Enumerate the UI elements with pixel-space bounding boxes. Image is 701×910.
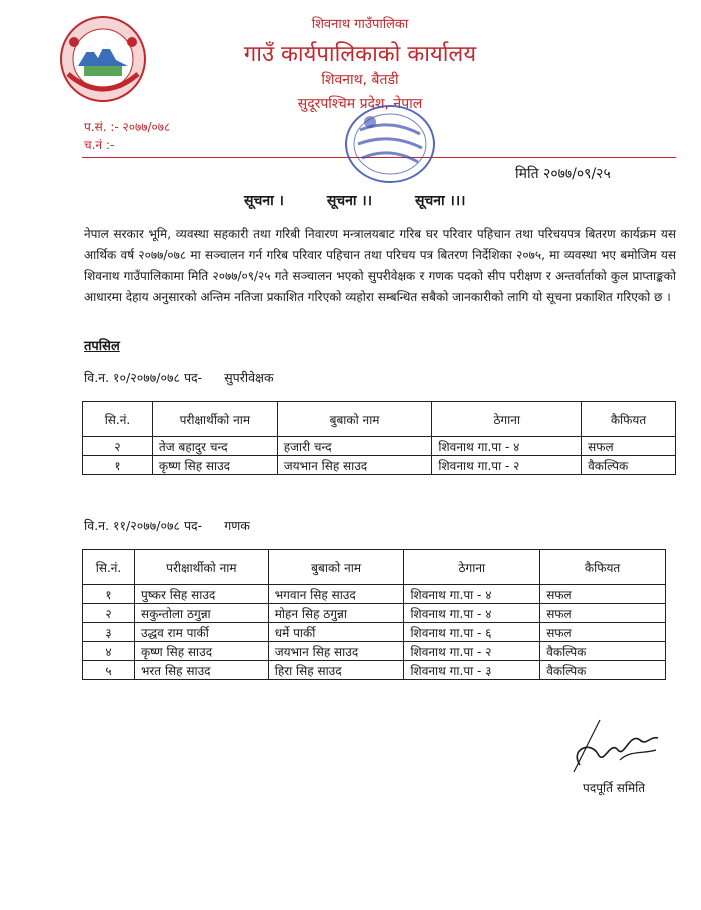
cell-remarks: सफल	[540, 623, 666, 642]
table-row	[83, 642, 666, 661]
cell-candidate: तेज बहादुर चन्द	[152, 437, 277, 456]
cell-father: हिरा सिह साउद	[268, 661, 404, 680]
cell-remarks: वैकल्पिक	[582, 456, 676, 475]
table-row	[83, 456, 676, 475]
cell-serial: १	[83, 456, 153, 475]
table-row	[83, 604, 666, 623]
cell-serial: २	[83, 604, 135, 623]
office-stamp-icon	[340, 100, 440, 188]
office-location: शिवनाथ, बैतडी	[321, 72, 399, 88]
section-code: वि.न. १०/२०७७/०७८ पद-	[84, 370, 203, 385]
col-remarks: कैफियत	[540, 550, 666, 585]
cell-candidate: पुष्कर सिह साउद	[134, 585, 268, 604]
cell-remarks: सफल	[582, 437, 676, 456]
nepal-emblem-icon	[58, 14, 148, 104]
section-post: सुपरीवेक्षक	[224, 370, 274, 385]
table-header-row	[83, 550, 666, 585]
cell-father: जयभान सिह साउद	[277, 456, 432, 475]
enumerator-results-table	[82, 549, 666, 680]
table-row	[83, 437, 676, 456]
cell-address: शिवनाथ गा.पा - ४	[404, 585, 540, 604]
dispatch-number: च.नं :-	[84, 138, 115, 152]
signatory-label: पदपूर्ति समिति	[583, 781, 646, 795]
table-row	[83, 585, 666, 604]
cell-candidate: भरत सिह साउद	[134, 661, 268, 680]
cell-serial: १	[83, 585, 135, 604]
cell-serial: ३	[83, 623, 135, 642]
section-code: वि.न. ११/२०७७/०७८ पद-	[84, 518, 203, 533]
notice-word-3: सूचना ।।।	[414, 193, 466, 209]
col-remarks: कैफियत	[582, 402, 676, 437]
section-post: गणक	[224, 518, 250, 533]
section-enumerator-heading	[84, 517, 250, 534]
notice-body: नेपाल सरकार भूमि, व्यवस्था सहकारी तथा गरिबी निवारण मन्त्रालयबाट गरिब घर परिवार पहिचान तथा परिचयपत्र बितरण कार्यक्रम यस आर्थिक वर्ष २०७७/०७८ मा सञ्चालन गर्न गरिब परिवार पहिचान तथा परिचय पत्र बितरण निर्देशिका २०७५, मा व्यवस्था भए बमोजिम यस शिवनाथ गाउँपालिकामा मिति २०७७/०९/२५ गते सञ्चालन भएको सुपरीवेक्षक र गणक पदको सीप परीक्षण र अन्तर्वार्ताको कुल प्राप्ताङ्कको आधारमा देहाय अनुसारको अन्तिम नतिजा प्रकाशित गरिएको व्यहोरा सम्बन्धित सबैको जानकारीको लागि यो सूचना प्रकाशित गरिएको छ ।	[84, 227, 676, 304]
cell-father: धर्मे पार्की	[268, 623, 404, 642]
notice-word-1: सूचना ।	[244, 193, 284, 209]
cell-candidate: कृष्ण सिह साउद	[152, 456, 277, 475]
cell-father: भगवान सिह साउद	[268, 585, 404, 604]
cell-father: मोहन सिह ठगुन्ना	[268, 604, 404, 623]
col-address: ठेगाना	[404, 550, 540, 585]
supervisor-results-table	[82, 401, 676, 475]
cell-remarks: वैकल्पिक	[540, 642, 666, 661]
col-serial: सि.नं.	[83, 402, 153, 437]
col-candidate: परीक्षार्थीको नाम	[152, 402, 277, 437]
cell-address: शिवनाथ गा.पा - ४	[432, 437, 582, 456]
col-serial: सि.नं.	[83, 550, 135, 585]
notice-date: मिति २०७७/०९/२५	[515, 166, 611, 182]
cell-serial: २	[83, 437, 153, 456]
details-heading: तपसिल	[84, 339, 120, 354]
fiscal-year-ref: प.सं. :- २०७७/०७८	[84, 120, 171, 134]
signature-icon	[560, 710, 670, 780]
cell-address: शिवनाथ गा.पा - ३	[404, 661, 540, 680]
cell-candidate: सकुन्तोला ठगुन्ना	[134, 604, 268, 623]
municipality-name: शिवनाथ गाउँपालिका	[311, 17, 409, 32]
table-row	[83, 661, 666, 680]
col-father: बुबाको नाम	[277, 402, 432, 437]
cell-father: हजारी चन्द	[277, 437, 432, 456]
col-address: ठेगाना	[432, 402, 582, 437]
notice-title	[244, 191, 503, 210]
cell-remarks: सफल	[540, 604, 666, 623]
table-row	[83, 623, 666, 642]
office-title: गाउँ कार्यपालिकाको कार्यालय	[243, 42, 477, 67]
cell-candidate: उद्धव राम पार्की	[134, 623, 268, 642]
cell-address: शिवनाथ गा.पा - २	[404, 642, 540, 661]
notice-word-2: सूचना ।।	[326, 193, 373, 209]
cell-father: जयभान सिह साउद	[268, 642, 404, 661]
table-header-row	[83, 402, 676, 437]
cell-address: शिवनाथ गा.पा - ६	[404, 623, 540, 642]
cell-remarks: वैकल्पिक	[540, 661, 666, 680]
col-father: बुबाको नाम	[268, 550, 404, 585]
cell-candidate: कृष्ण सिह साउद	[134, 642, 268, 661]
cell-address: शिवनाथ गा.पा - २	[432, 456, 582, 475]
cell-address: शिवनाथ गा.पा - ४	[404, 604, 540, 623]
cell-serial: ४	[83, 642, 135, 661]
cell-serial: ५	[83, 661, 135, 680]
cell-remarks: सफल	[540, 585, 666, 604]
col-candidate: परीक्षार्थीको नाम	[134, 550, 268, 585]
office-province: सुदूरपश्चिम प्रदेश, नेपाल	[297, 96, 423, 112]
section-supervisor-heading	[84, 369, 274, 386]
